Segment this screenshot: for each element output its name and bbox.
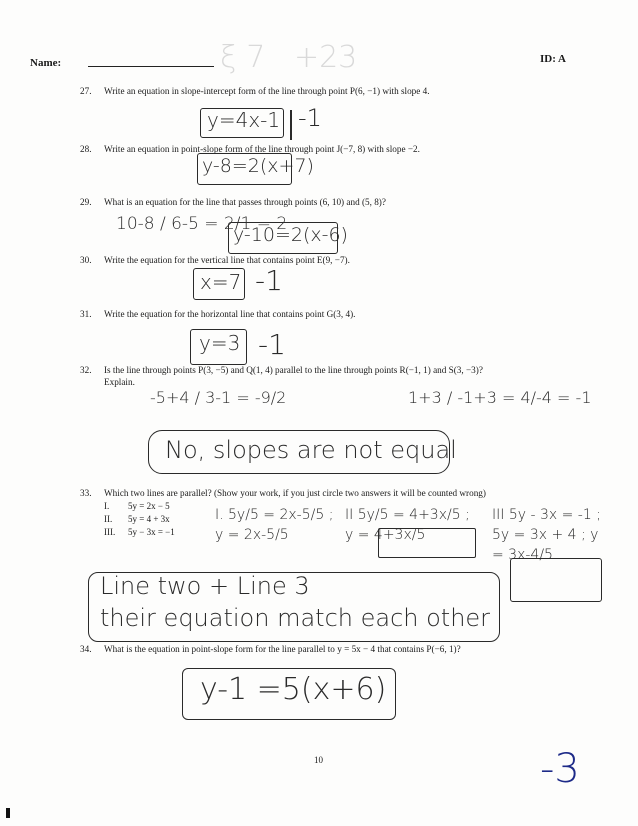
scan-edge-mark <box>6 808 10 818</box>
question-number: 31. <box>80 309 92 319</box>
mark-31: -1 <box>258 328 286 361</box>
divider-stroke <box>290 110 292 140</box>
system-row-2: II. 5y = 4 + 3x <box>104 514 170 524</box>
question-33 <box>80 487 486 499</box>
id-label: ID: A <box>540 53 566 65</box>
question-text: What is an equation for the line that passes through points (6, 10) and (5, 8)? <box>104 197 386 207</box>
work-29: 10-8 / 6-5 = 2/1 = 2 <box>116 214 288 234</box>
question-34 <box>80 643 461 655</box>
work-32-right: 1+3 / -1+3 = 4/-4 = -1 <box>408 388 592 407</box>
question-32-explain-prompt: Explain. <box>104 377 135 387</box>
question-27 <box>80 85 430 97</box>
system-row-3: III. 5y − 3x = −1 <box>104 527 175 537</box>
question-number: 30. <box>80 255 92 265</box>
question-31 <box>80 308 355 320</box>
question-number: 27. <box>80 86 92 96</box>
name-label: Name: <box>30 57 62 69</box>
question-29 <box>80 196 386 208</box>
question-text: Write an equation in point-slope form of the line through point J(−7, 8) with slope −2. <box>104 144 420 154</box>
bleed-through-mark: ξ 7 +23 <box>220 40 358 75</box>
question-text: Which two lines are parallel? (Show your work, if you just circle two answers it will be counted wrong) <box>104 488 486 498</box>
score-mark: -3 <box>540 746 580 792</box>
mark-27: -1 <box>298 104 322 132</box>
system-row-1: I. 5y = 2x − 5 <box>104 501 170 511</box>
answer-32: No, slopes are not equal <box>165 436 457 464</box>
question-32 <box>80 364 483 376</box>
answer-29: y-10=2(x-6) <box>233 224 348 246</box>
box-33-III <box>510 558 602 602</box>
work-33-I: I. 5y/5 = 2x-5/5 ; y = 2x-5/5 <box>215 507 334 543</box>
name-line <box>88 66 214 67</box>
question-number: 32. <box>80 365 92 375</box>
mark-30: -1 <box>255 264 283 297</box>
question-text: Write the equation for the vertical line that contains point E(9, −7). <box>104 255 350 265</box>
answer-31: y=3 <box>199 331 241 355</box>
question-text: What is the equation in point-slope form for the line parallel to y = 5x − 4 that contains P(−6, 1)? <box>104 644 461 654</box>
answer-27: y=4x-1 <box>207 108 281 132</box>
answer-34: y-1 =5(x+6) <box>200 672 387 707</box>
answer-33-line-2: their equation match each other <box>100 604 491 632</box>
work-32-left: -5+4 / 3-1 = -9/2 <box>150 388 287 407</box>
page-number: 10 <box>314 755 323 765</box>
answer-33-line-1: Line two + Line 3 <box>100 572 310 600</box>
work-33-II: II 5y/5 = 4+3x/5 ; y = 4+3x/5 <box>345 507 470 543</box>
box-33-II <box>378 528 476 558</box>
question-text: Write the equation for the horizontal line that contains point G(3, 4). <box>104 309 356 319</box>
question-number: 29. <box>80 197 92 207</box>
answer-30: x=7 <box>200 270 242 294</box>
answer-28: y-8=2(x+7) <box>202 155 314 177</box>
question-text: Write an equation in slope-intercept form of the line through point P(6, −1) with slope 4. <box>104 86 430 96</box>
question-30 <box>80 254 350 266</box>
question-number: 34. <box>80 644 92 654</box>
question-number: 33. <box>80 488 92 498</box>
question-number: 28. <box>80 144 92 154</box>
question-text: Is the line through points P(3, −5) and Q(1, 4) parallel to the line through points R(−1, 1) and S(3, −3)? <box>104 365 483 375</box>
work-33-III: III 5y - 3x = -1 ; 5y = 3x + 4 ; y = 3x-4/5 <box>492 507 601 563</box>
